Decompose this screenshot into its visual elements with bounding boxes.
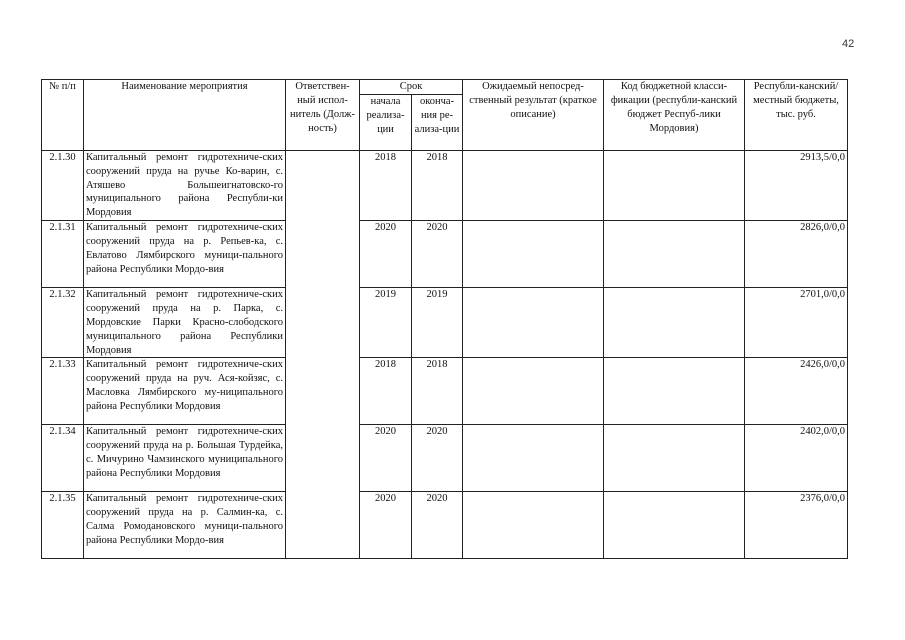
table-row <box>42 288 848 358</box>
row-name: Капитальный ремонт гидротехниче-ских сооружений пруда на р. Репьев-ка, с. Евлатово Лямбирского муници-пального района Республики Мордо-вия <box>84 221 286 288</box>
table-row <box>42 221 848 288</box>
row-start: 2020 <box>360 425 412 492</box>
header-start: начала реализа-ции <box>360 94 412 150</box>
row-start: 2020 <box>360 221 412 288</box>
row-result <box>463 492 604 559</box>
table-row <box>42 150 848 220</box>
row-end: 2019 <box>412 288 463 358</box>
row-budget: 2376,0/0,0 <box>745 492 848 559</box>
row-result <box>463 150 604 220</box>
row-result <box>463 425 604 492</box>
row-end: 2020 <box>412 492 463 559</box>
header-result: Ожидаемый непосред-ственный результат (краткое описание) <box>463 80 604 151</box>
row-num: 2.1.34 <box>42 425 84 492</box>
row-end: 2020 <box>412 425 463 492</box>
header-budget: Республи-канский/местный бюджеты, тыс. руб. <box>745 80 848 151</box>
header-end: оконча-ния ре-ализа-ции <box>412 94 463 150</box>
header-term: Срок <box>360 80 463 95</box>
row-num: 2.1.30 <box>42 150 84 220</box>
row-code <box>604 358 745 425</box>
row-code <box>604 492 745 559</box>
header-num: № п/п <box>42 80 84 151</box>
row-name: Капитальный ремонт гидротехниче-ских сооружений пруда на р. Салмин-ка, с. Салма Ромодановского муници-пального района Республики Мордо-вия <box>84 492 286 559</box>
row-budget: 2826,0/0,0 <box>745 221 848 288</box>
measures-table <box>41 79 848 559</box>
header-executor: Ответствен-ный испол-нитель (Долж-ность) <box>286 80 360 151</box>
row-num: 2.1.33 <box>42 358 84 425</box>
row-end: 2018 <box>412 150 463 220</box>
row-code <box>604 425 745 492</box>
row-result <box>463 221 604 288</box>
row-end: 2018 <box>412 358 463 425</box>
row-start: 2019 <box>360 288 412 358</box>
row-num: 2.1.35 <box>42 492 84 559</box>
row-num: 2.1.32 <box>42 288 84 358</box>
row-name: Капитальный ремонт гидротехниче-ских сооружений пруда на р. Парка, с. Мордовские Парки Красно-слободского муниципального района Республики Мордовия <box>84 288 286 358</box>
row-end: 2020 <box>412 221 463 288</box>
row-start: 2020 <box>360 492 412 559</box>
row-budget: 2701,0/0,0 <box>745 288 848 358</box>
table-row <box>42 492 848 559</box>
row-code <box>604 150 745 220</box>
row-num: 2.1.31 <box>42 221 84 288</box>
row-name: Капитальный ремонт гидротехниче-ских сооружений пруда на р. Большая Турдейка, с. Мичурино Чамзинского муниципального района Республики Мордовия <box>84 425 286 492</box>
row-budget: 2913,5/0,0 <box>745 150 848 220</box>
row-budget: 2426,0/0,0 <box>745 358 848 425</box>
header-code: Код бюджетной класси-фикации (республи-канский бюджет Респуб-лики Мордовия) <box>604 80 745 151</box>
row-result <box>463 358 604 425</box>
page-number: 42 <box>842 38 855 50</box>
header-name: Наименование мероприятия <box>84 80 286 151</box>
row-start: 2018 <box>360 358 412 425</box>
table-row <box>42 425 848 492</box>
table-header-row <box>42 80 848 95</box>
row-code <box>604 288 745 358</box>
row-result <box>463 288 604 358</box>
row-name: Капитальный ремонт гидротехниче-ских сооружений пруда на руч. Ася-койзяс, с. Масловка Лямбирского му-ниципального района Республики Мордовия <box>84 358 286 425</box>
table-row <box>42 358 848 425</box>
row-start: 2018 <box>360 150 412 220</box>
row-code <box>604 221 745 288</box>
executor-cell <box>286 150 360 559</box>
row-name: Капитальный ремонт гидротехниче-ских сооружений пруда на ручье Ко-варин, с. Атяшево Большеигнатовско-го муниципального района Республи-ки Мордовия <box>84 150 286 220</box>
row-budget: 2402,0/0,0 <box>745 425 848 492</box>
